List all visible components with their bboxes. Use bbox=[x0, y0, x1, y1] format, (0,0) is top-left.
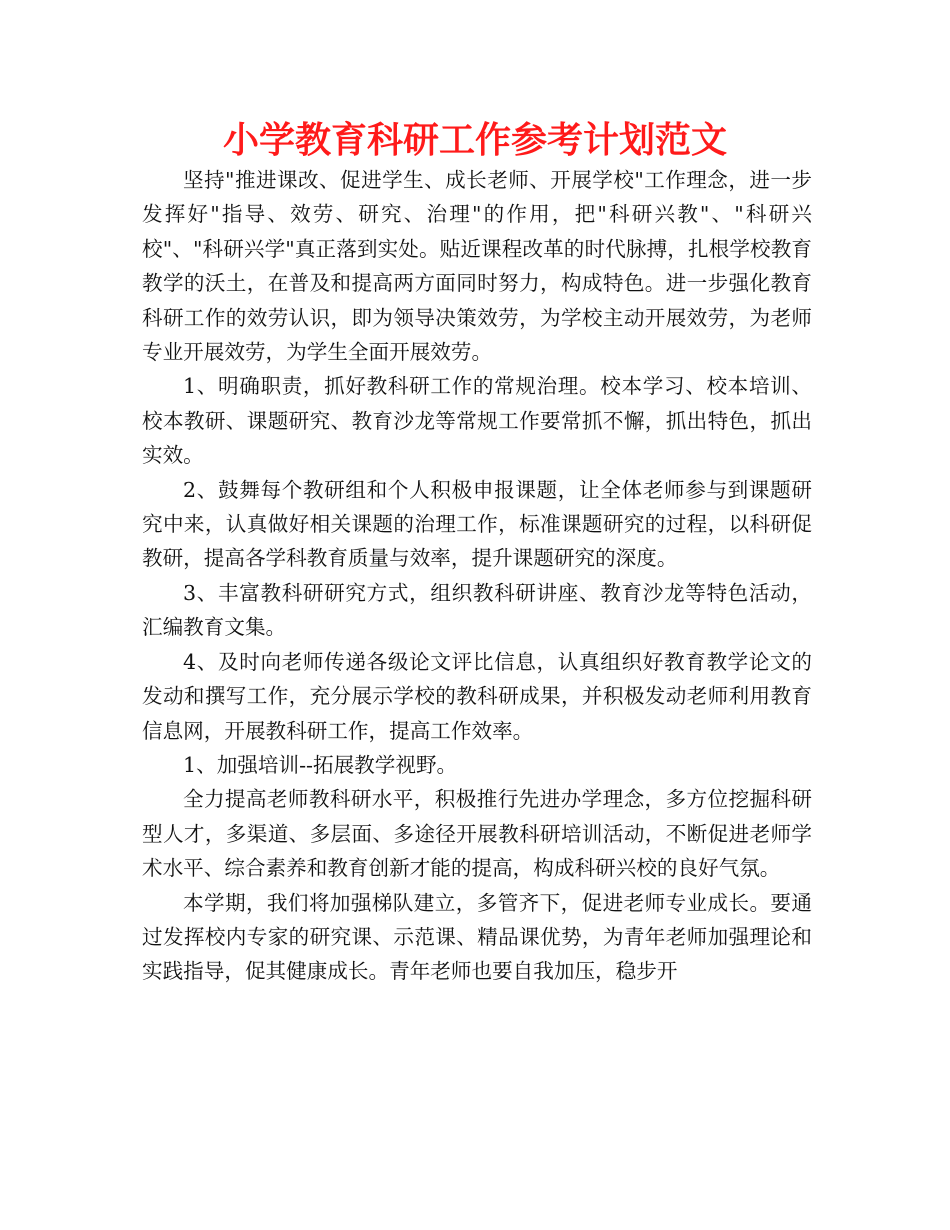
paragraph-semester-plan: 本学期，我们将加强梯队建立，多管齐下，促进老师专业成长。要通过发挥校内专家的研究课、示范课、精品课优势，为青年老师加强理论和实践指导，促其健康成长。青年老师也要自我加压，稳步开 bbox=[142, 890, 812, 984]
paragraph-item-4: 4、及时向老师传递各级论文评比信息，认真组织好教育教学论文的发动和撰写工作，充分展示学校的教科研成果，并积极发动老师利用教育信息网，开展教科研工作，提高工作效率。 bbox=[142, 649, 812, 743]
paragraph-training-body: 全力提高老师教科研水平，积极推行先进办学理念，多方位挖掘科研型人才，多渠道、多层面、多途径开展教科研培训活动，不断促进老师学术水平、综合素养和教育创新才能的提高，构成科研兴校的良好气氛。 bbox=[142, 787, 812, 881]
paragraph-item-3: 3、丰富教科研研究方式，组织教科研讲座、教育沙龙等特色活动，汇编教育文集。 bbox=[142, 580, 812, 640]
document-title: 小学教育科研工作参考计划范文 bbox=[222, 120, 727, 161]
document-body bbox=[142, 163, 812, 989]
paragraph-item-1: 1、明确职责，抓好教科研工作的常规治理。校本学习、校本培训、校本教研、课题研究、教育沙龙等常规工作要常抓不懈，抓出特色，抓出实效。 bbox=[142, 374, 812, 468]
paragraph-training-heading: 1、加强培训--拓展教学视野。 bbox=[183, 752, 458, 777]
paragraph-intro: 坚持"推进课改、促进学生、成长老师、开展学校"工作理念，进一步发挥好"指导、效劳、研究、治理"的作用，把"科研兴教"、"科研兴校"、"科研兴学"真正落到实处。贴近课程改革的时代脉搏，扎根学校教育教学的沃土，在普及和提高两方面同时努力，构成特色。进一步强化教育科研工作的效劳认识，即为领导决策效劳，为学校主动开展效劳，为老师专业开展效劳，为学生全面开展效劳。 bbox=[142, 168, 812, 365]
paragraph-item-2: 2、鼓舞每个教研组和个人积极申报课题，让全体老师参与到课题研究中来，认真做好相关课题的治理工作，标准课题研究的过程，以科研促教研，提高各学科教育质量与效率，提升课题研究的深度。 bbox=[142, 477, 812, 571]
